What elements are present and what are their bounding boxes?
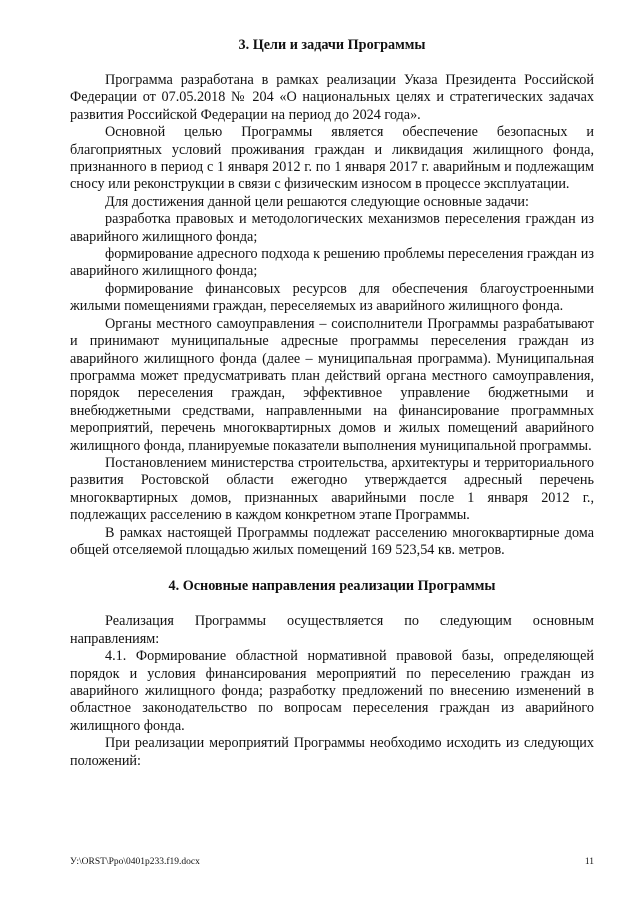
section-4-title: 4. Основные направления реализации Программы	[168, 578, 496, 595]
paragraph: Органы местного самоуправления – соисполнители Программы разрабатывают и принимают муниципальные адресные программы переселения граждан из аварийного жилищного фонда (далее – муниципальная программа). Муниципальная программа может предусматривать план действий органа местного самоуправления, порядок переселения граждан, эффективное управление бюджетными и внебюджетными средствами, направленными на финансирование программных мероприятий, перечень многоквартирных домов и жилых помещений аварийного жилищного фонда, планируемые показатели выполнения муниципальной программы.	[70, 315, 594, 454]
paragraph: В рамках настоящей Программы подлежат расселению многоквартирные дома общей отселяемой площадью жилых помещений 169 523,54 кв. метров.	[70, 524, 594, 558]
section-4-body	[70, 613, 594, 770]
paragraph: Для достижения данной цели решаются следующие основные задачи:	[105, 193, 529, 210]
paragraph: При реализации мероприятий Программы необходимо исходить из следующих положений:	[70, 735, 594, 769]
task-item: формирование финансовых ресурсов для обеспечения благоустроенными жилыми помещениями граждан, переселяемых из аварийного жилищного фонда.	[70, 280, 594, 315]
page-number: 11	[584, 857, 594, 867]
section-3-title: 3. Цели и задачи Программы	[238, 37, 426, 53]
paragraph: 4.1. Формирование областной нормативной правовой базы, определяющей порядок и условия финансирования мероприятий по переселению граждан из аварийного жилищного фонда; разработку предложений по внесению изменений в областное законодательство по вопросам переселения граждан из аварийного жилищного фонда.	[70, 648, 594, 734]
document-page	[70, 36, 594, 770]
section-3-body	[70, 72, 594, 559]
file-path: У:\ORST\Ppo\0401p233.f19.docx	[70, 857, 200, 867]
paragraph: Программа разработана в рамках реализации Указа Президента Российской Федерации от 07.05.2018 № 204 «О национальных целях и стратегических задачах развития Российской Федерации на период до 2024 года».	[70, 72, 594, 123]
paragraph: Основной целью Программы является обеспечение безопасных и благоприятных условий проживания граждан и ликвидация жилищного фонда, признанного в период с 1 января 2012 г. по 1 января 2017 г. аварийным и подлежащим сносу или реконструкции в связи с физическим износом в процессе эксплуатации.	[70, 124, 594, 193]
page-footer	[70, 855, 594, 869]
paragraph: Постановлением министерства строительства, архитектуры и территориального развития Ростовской области ежегодно утверждается адресный перечень многоквартирных домов, признанных аварийными после 1 января 2012 г., подлежащих расселению в каждом конкретном этапе Программы.	[70, 454, 594, 524]
task-item: формирование адресного подхода к решению проблемы переселения граждан из аварийного жилищного фонда;	[70, 246, 594, 280]
paragraph: Реализация Программы осуществляется по следующим основным направлениям:	[70, 613, 594, 647]
task-item: разработка правовых и методологических механизмов переселения граждан из аварийного жилищного фонда;	[70, 211, 594, 245]
